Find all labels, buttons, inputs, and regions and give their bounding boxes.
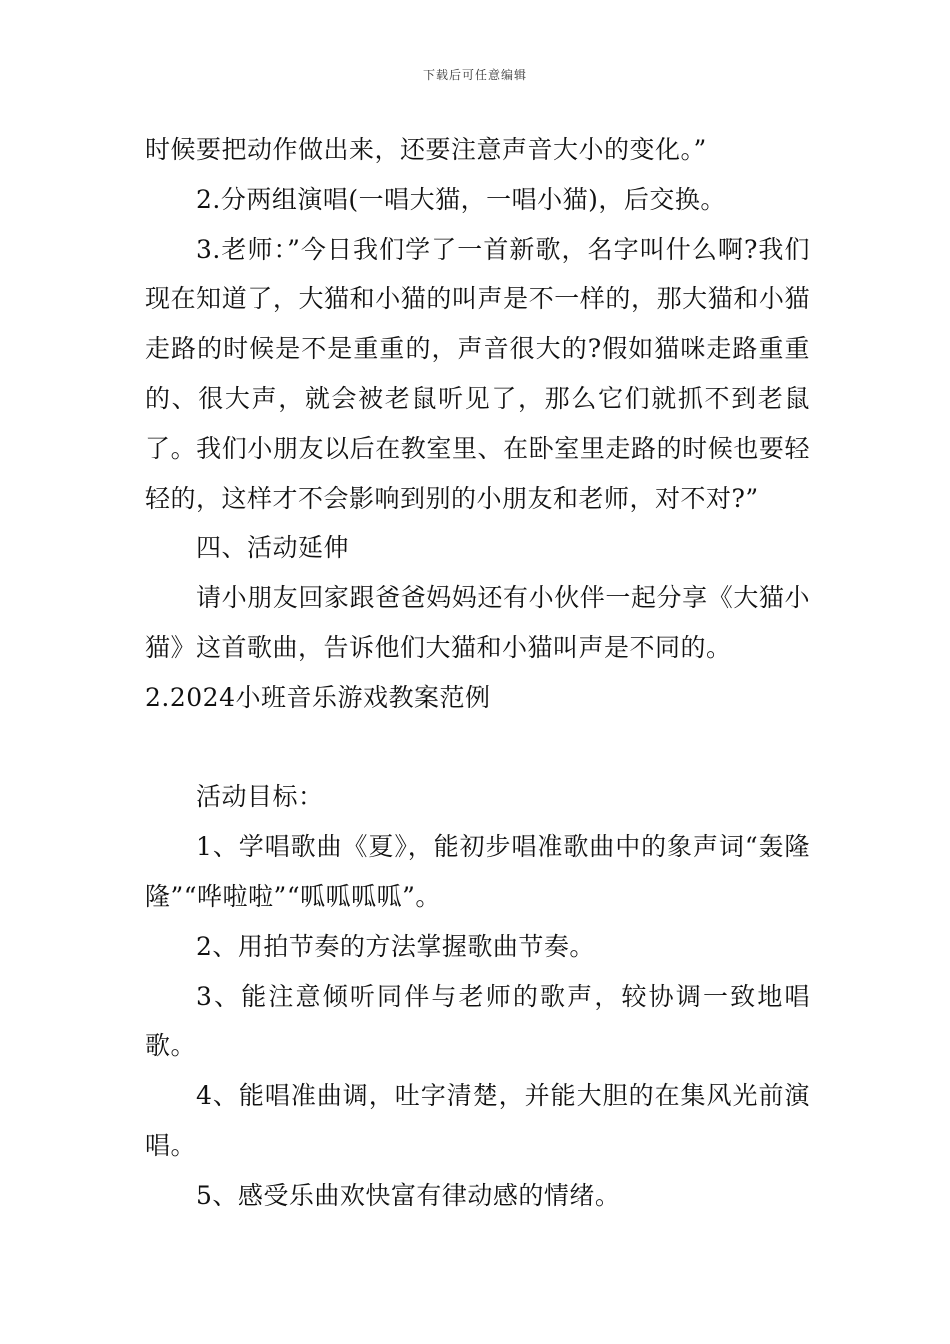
- paragraph: 时候要把动作做出来，还要注意声音大小的变化。”: [145, 135, 707, 164]
- list-item: 3、能注意倾听同伴与老师的歌声，较协调一致地唱歌。: [145, 981, 810, 1061]
- section-heading: 四、活动延伸: [196, 533, 350, 563]
- blank-line: [145, 723, 810, 773]
- paragraph: 2.分两组演唱(一唱大猫，一唱小猫)，后交换。: [196, 184, 726, 214]
- list-item: 5、感受乐曲欢快富有律动感的情绪。: [196, 1180, 621, 1210]
- document-title: 2.2024小班音乐游戏教案范例: [145, 682, 491, 712]
- paragraph: 请小朋友回家跟爸爸妈妈还有小伙伴一起分享《大猫小猫》这首歌曲，告诉他们大猫和小猫叫声是不同的。: [145, 583, 810, 662]
- page-header: 下载后可任意编辑: [422, 68, 527, 82]
- list-item: 4、能唱准曲调，吐字清楚，并能大胆的在集风光前演唱。: [145, 1081, 810, 1160]
- document-body: [145, 125, 810, 1221]
- section-heading: 活动目标：: [196, 782, 324, 812]
- list-item: 2、用拍节奏的方法掌握歌曲节奏。: [196, 931, 595, 961]
- paragraph: 3.老师：”今日我们学了一首新歌，名字叫什么啊?我们现在知道了，大猫和小猫的叫声是不一样的，那大猫和小猫走路的时候是不是重重的，声音很大的?假如猫咪走路重重的、很大声，就会被老鼠听见了，那么它们就抓不到老鼠了。我们小朋友以后在教室里、在卧室里走路的时候也要轻轻的，这样才不会影响到别的小朋友和老师，对不对?”: [145, 234, 810, 513]
- list-item: 1、学唱歌曲《夏》，能初步唱准歌曲中的象声词“轰隆隆”“哗啦啦”“呱呱呱呱”。: [145, 832, 810, 911]
